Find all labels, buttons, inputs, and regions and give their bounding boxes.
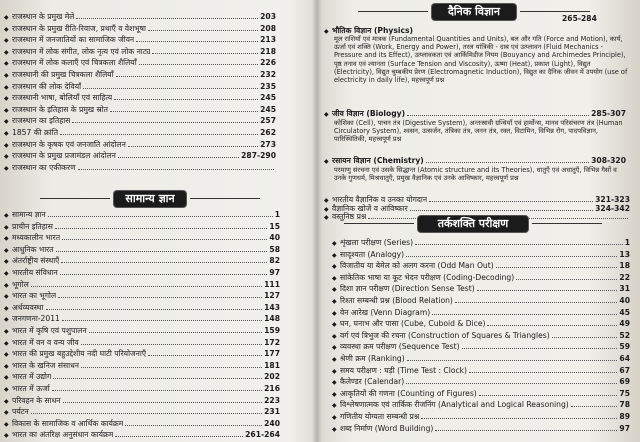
leader-dots — [429, 201, 593, 202]
toc-entry — [4, 419, 280, 430]
leader-dots — [72, 122, 258, 123]
toc-entry-label: जनगणना-2011 — [12, 314, 60, 324]
toc-entry-page: 231 — [264, 407, 280, 417]
toc-entry-page: 82 — [269, 256, 280, 266]
leader-dots — [148, 355, 262, 356]
toc-entry — [332, 261, 630, 272]
leader-dots — [81, 344, 262, 345]
bullet-icon: ◆ — [332, 414, 337, 421]
toc-entry-label: व्यवस्था क्रम परीक्षण (Sequence Test) — [340, 342, 460, 352]
leader-dots — [152, 53, 258, 54]
toc-entry-page: 58 — [269, 244, 280, 254]
physics-description: मूल राशियाँ एवं मात्रक (Fundamental Quantities and Units), बल और गति (Force and Motion), कार्य, ऊर्जा एवं शक्ति (Work, Energy and Power), तरल यांत्रिकी - दाब एवं उत्प्लावन (Fluid Mechanics - Pressure and its Effect), उत्प्लावकता एवं आर्किमिडीज नियम (Bouyancy and Archimedes Principle), पृष्ठ तनाव एवं श्यानता (Surface Tension and Viscosity), ऊष्मा (Heat), प्रकाश (Light), विद्युत (Electricity), विद्युत चुम्बकीय प्रेरण (Electromagnetic Induction), विद्युत का दैनिक जीवन में उपयोग (use of electricity in daily life), महत्त्वपूर्ण प्रश्न — [334, 35, 628, 85]
leader-dots — [78, 169, 274, 170]
toc-entry — [332, 308, 630, 319]
leader-dots — [455, 302, 618, 303]
toc-entry-label: विश्लेषणात्मक एवं तार्किक रीजनिंग (Analytical and Logical Reasoning) — [340, 400, 569, 410]
toc-entry-page: 67 — [619, 365, 630, 375]
toc-entry-label: राजस्थान की लोक देवियाँ — [12, 81, 82, 91]
toc-entry-page: 261-264 — [245, 430, 280, 440]
bullet-icon: ◆ — [4, 130, 9, 137]
bullet-icon: ◆ — [4, 25, 9, 33]
leader-dots — [487, 325, 617, 326]
biology-title-row: ◆ जीव विज्ञान (Biology) 285-307 — [324, 109, 626, 118]
leader-dots — [60, 134, 258, 135]
toc-entry-page: 202 — [264, 372, 280, 382]
toc-entry-label: घन, घनाभ और पासा (Cube, Cuboid & Dice) — [340, 319, 486, 329]
toc-entry-page: 216 — [264, 384, 280, 393]
leader-dots — [128, 146, 258, 147]
toc-entry — [332, 319, 630, 330]
toc-entry — [4, 268, 280, 279]
leader-dots — [63, 402, 263, 403]
leader-dots — [115, 436, 243, 437]
toc-entry-label: विकास के सामाजिक व आर्थिक कार्यक्रम — [12, 418, 124, 428]
bullet-icon: ◆ — [332, 251, 337, 259]
toc-entry — [332, 296, 630, 307]
toc-entry-label: वर्ग एवं त्रिभुज की रचना (Construction of Squares & Triangles) — [340, 330, 550, 340]
bullet-icon: ◆ — [4, 95, 9, 103]
toc-entry-page: 78 — [619, 400, 630, 410]
leader-dots — [462, 348, 618, 349]
leader-dots — [432, 314, 617, 315]
leader-dots — [58, 297, 262, 298]
toc-entry — [4, 93, 276, 104]
toc-entry-page: 240 — [264, 418, 280, 428]
leader-dots — [406, 256, 617, 257]
bullet-icon: ◆ — [332, 402, 337, 410]
bullet-icon: ◆ — [4, 37, 9, 45]
toc-entry — [332, 331, 630, 342]
leader-dots — [139, 64, 258, 65]
leader-dots — [48, 216, 273, 217]
toc-entry-label: राजस्थान का इतिहास — [12, 116, 71, 126]
leader-dots — [56, 251, 268, 252]
bullet-icon: ◆ — [4, 60, 9, 68]
toc-entry-label: भारत का भूगोल — [12, 291, 57, 301]
toc-entry — [332, 354, 630, 365]
leader-dots — [31, 286, 262, 287]
toc-entry-page: 223 — [264, 395, 280, 405]
toc-entry — [332, 412, 630, 423]
toc-entry — [4, 303, 280, 314]
leader-dots — [136, 41, 258, 42]
leader-dots — [421, 418, 617, 419]
toc-entry-label: मध्यकालीन भारत — [12, 233, 61, 243]
toc-entry-label: वस्तुनिष्ठ प्रश्न — [332, 212, 367, 222]
toc-entry-page: 111 — [264, 279, 280, 289]
toc-entry-page: 232 — [260, 70, 276, 79]
toc-entry-page: 75 — [619, 388, 630, 398]
toc-entry — [4, 151, 276, 162]
leader-dots — [53, 378, 262, 379]
bullet-icon: ◆ — [4, 328, 9, 335]
bullet-icon: ◆ — [332, 298, 337, 305]
leader-dots — [435, 430, 617, 431]
toc-entry-label: भारत में ऊर्जा — [12, 384, 50, 393]
bullet-icon: ◆ — [332, 240, 337, 247]
toc-entry-label: राजस्थान में लोक संगीत, लोक नृत्य एवं लोक नाट्य — [12, 46, 151, 56]
toc-entry-page: 262 — [260, 128, 276, 137]
toc-entry-label: राजस्थानी भाषा, बोलियाँ एवं साहित्य — [12, 93, 113, 103]
toc-entry-page: 49 — [619, 319, 630, 329]
toc-entry — [4, 338, 280, 349]
general-knowledge-header: सामान्य ज्ञान — [114, 191, 186, 207]
bullet-icon: ◆ — [4, 397, 9, 405]
toc-entry — [4, 361, 280, 372]
toc-entry-page: 22 — [619, 272, 630, 282]
bullet-icon: ◆ — [4, 293, 9, 301]
toc-entry-label: राजस्थान में लोक कलाएँ एवं चित्रकला शैलियाँ — [12, 58, 137, 68]
toc-entry — [4, 372, 280, 383]
leader-dots — [407, 360, 618, 361]
toc-entry-page: 89 — [619, 412, 630, 421]
toc-entry-page: 321-323 — [595, 195, 630, 204]
toc-entry — [4, 222, 280, 233]
bullet-icon: ◆ — [332, 286, 337, 294]
toc-entry-page: 69 — [619, 377, 630, 387]
toc-entry-page: 143 — [264, 302, 280, 312]
toc-entry-page: 45 — [619, 307, 630, 317]
bullet-icon: ◆ — [332, 367, 337, 375]
chemistry-page: 308-320 — [591, 156, 626, 165]
toc-entry-label: भारत का अंतरिक्ष अनुसंधान कार्यक्रम — [12, 430, 114, 440]
bullet-icon: ◆ — [332, 332, 337, 340]
leader-dots — [552, 337, 618, 338]
toc-entry-page: 15 — [269, 221, 280, 231]
leader-dots — [52, 390, 262, 391]
toc-entry-label: वैज्ञानिक खोजें व आविष्कार — [332, 203, 408, 213]
toc-entry — [4, 35, 276, 46]
toc-entry — [4, 326, 280, 337]
leader-dots — [76, 18, 258, 19]
toc-entry-label: राजस्थान के इतिहास के प्रमुख स्रोत — [12, 104, 109, 114]
leader-dots — [125, 425, 262, 426]
toc-entry — [4, 280, 280, 291]
daily-science-header: दैनिक विज्ञान — [432, 4, 516, 20]
leader-dots — [406, 383, 617, 384]
toc-entry-page: 235 — [260, 81, 276, 91]
toc-entry-label: राजस्थान के कृषक एवं जनजाति आंदोलन — [12, 139, 126, 149]
leader-dots — [83, 88, 258, 89]
toc-entry-label: राजस्थान के प्रमुख प्रजामंडल आंदोलन — [12, 151, 116, 161]
leader-dots — [31, 413, 262, 414]
toc-entry-page: 324-342 — [595, 203, 630, 213]
toc-entry — [4, 210, 280, 221]
toc-entry-label: श्रेणी क्रम (Ranking) — [340, 354, 405, 363]
toc-entry — [4, 245, 280, 256]
toc-entry-page: 1 — [274, 210, 280, 219]
leader-dots — [55, 228, 268, 229]
toc-entry-page: 203 — [260, 12, 276, 21]
bullet-icon: ◆ — [4, 420, 9, 428]
toc-entry-label: भारत में उद्योग — [12, 372, 52, 382]
toc-entry — [332, 273, 630, 284]
toc-entry — [4, 349, 280, 360]
bullet-icon: ◆ — [332, 309, 337, 317]
toc-entry-label: पर्यटन — [12, 407, 29, 417]
toc-entry — [332, 377, 630, 388]
leader-dots — [415, 244, 623, 245]
toc-entry-label: 1857 की क्रांति — [12, 128, 59, 137]
toc-entry — [332, 400, 630, 411]
leader-dots — [62, 320, 262, 321]
leader-dots — [469, 372, 617, 373]
toc-entry-label: रिश्ता सम्बन्धी प्रश्न (Blood Relation) — [340, 296, 453, 305]
toc-entry-label: प्राचीन इतिहास — [12, 221, 53, 231]
leader-dots — [479, 395, 618, 396]
toc-entry — [4, 314, 280, 325]
toc-entry — [4, 58, 276, 69]
physics-title-row: ◆ भौतिक विज्ञान (Physics) — [324, 26, 413, 35]
toc-entry-page: 287-290 — [241, 151, 276, 161]
toc-entry-label: विजातीय या बेमेल को अलग करना (Odd Man Out) — [340, 261, 494, 271]
toc-entry — [4, 82, 276, 93]
leader-dots — [571, 406, 618, 407]
bullet-icon: ◆ — [4, 118, 9, 126]
bullet-icon: ◆ — [4, 14, 9, 21]
toc-entry-page: 52 — [619, 330, 630, 340]
bullet-icon: ◆ — [4, 223, 9, 231]
toc-entry — [332, 366, 630, 377]
bullet-icon: ◆ — [4, 164, 9, 172]
leader-dots — [114, 99, 258, 100]
toc-entry-page: 97 — [269, 268, 280, 277]
leader-dots — [118, 157, 239, 158]
toc-entry-label: राजस्थान में जनजातियों का सामाजिक जीवन — [12, 35, 135, 45]
book-spine — [312, 0, 322, 442]
toc-entry-label: सांकेतिक भाषा या कूट भेदन परीक्षण (Coding-Decoding) — [340, 272, 515, 282]
toc-entry — [332, 342, 630, 353]
toc-entry-label: शब्द निर्माण (Word Building) — [340, 423, 434, 433]
toc-entry — [4, 384, 280, 395]
toc-entry — [4, 12, 276, 23]
toc-entry-page: 13 — [619, 249, 630, 259]
toc-entry-label: अंतर्राष्ट्रीय संस्थाएँ — [12, 256, 60, 266]
leader-dots — [61, 262, 267, 263]
right-page — [322, 0, 640, 442]
toc-entry-label: परिवहन के साधन — [12, 395, 61, 405]
toc-entry — [4, 396, 280, 407]
leader-dots — [116, 76, 259, 77]
toc-entry-label: अर्थव्यवस्था — [12, 302, 44, 312]
toc-entry — [4, 128, 276, 139]
toc-entry — [4, 140, 276, 151]
toc-entry-label: दिशा ज्ञान परीक्षण (Direction Sense Test) — [340, 284, 475, 294]
toc-entry-label: भारत की प्रमुख बहुउद्देशीय नदी घाटी परियोजनाएँ — [12, 349, 147, 359]
bullet-icon: ◆ — [332, 390, 337, 398]
toc-entry — [4, 47, 276, 58]
toc-entry-label: शृंखला परीक्षण (Series) — [340, 238, 414, 247]
biology-page: 285-307 — [591, 109, 626, 118]
bullet-icon: ◆ — [4, 409, 9, 417]
bullet-icon: ◆ — [332, 263, 337, 271]
toc-entry-page: 127 — [264, 291, 280, 301]
bullet-icon: ◆ — [4, 235, 9, 243]
toc-entry — [332, 284, 630, 295]
toc-entry-label: राजस्थान के प्रमुख रीति-रिवाज, प्रथाएँ व वेशभूषा — [12, 23, 146, 33]
toc-entry-label: आकृतियों की गणना (Counting of Figures) — [340, 388, 477, 398]
bullet-icon: ◆ — [4, 258, 9, 266]
bullet-icon: ◆ — [324, 214, 329, 222]
leader-dots — [62, 239, 267, 240]
bullet-icon: ◆ — [4, 141, 9, 149]
toc-entry-page: 172 — [264, 337, 280, 347]
leader-dots — [148, 30, 258, 31]
toc-entry-label: सामान्य ज्ञान — [12, 210, 46, 219]
bullet-icon: ◆ — [4, 304, 9, 312]
daily-science-page-range: 265-284 — [562, 14, 597, 23]
toc-entry-label: भारत के खनिज संसाधन — [12, 360, 79, 370]
toc-entry-page: 64 — [619, 354, 630, 363]
bullet-icon: ◆ — [4, 270, 9, 277]
toc-entry — [4, 116, 276, 127]
bullet-icon: ◆ — [324, 197, 329, 204]
chemistry-description: परमाणु संरचना एवं उसके सिद्धान्त (Atomic structure and its Theories), धातुएँ एवं अधातुएँ, विभिन्न गैसों व उनके गुणधर्म, मिश्रधातुएँ, प्रमुख वैज्ञानिक एवं उनके आविष्कार, महत्त्वपूर्ण प्रश्न — [334, 166, 617, 183]
leader-dots — [496, 267, 618, 268]
toc-entry-label: राजस्थानी की प्रमुख चित्रकला शैलियाँ — [12, 70, 114, 79]
reasoning-header: तर्कशक्ति परीक्षण — [418, 216, 528, 232]
leader-dots — [516, 279, 617, 280]
toc-entry-label: राजस्थान के प्रमुख मेले — [12, 12, 75, 21]
toc-entry — [4, 163, 276, 174]
toc-entry-page: 148 — [264, 314, 280, 324]
toc-entry-label: कैलेण्डर (Calendar) — [340, 377, 405, 387]
toc-entry — [332, 250, 630, 261]
bullet-icon: ◆ — [4, 362, 9, 370]
toc-entry-label: भूगोल — [12, 279, 29, 289]
bullet-icon: ◆ — [4, 48, 9, 56]
toc-entry-page: 177 — [264, 349, 280, 359]
leader-dots — [46, 309, 263, 310]
toc-entry — [4, 70, 276, 81]
toc-entry-page: 213 — [260, 35, 276, 45]
bullet-icon: ◆ — [4, 246, 9, 254]
toc-entry-page: 226 — [260, 58, 276, 68]
toc-entry-page: 257 — [260, 116, 276, 126]
toc-entry — [4, 430, 280, 441]
toc-entry-page: 245 — [260, 93, 276, 103]
toc-entry-label: भारत में कृषि एवं पशुपालन — [12, 326, 87, 335]
leader-dots — [89, 332, 262, 333]
bullet-icon: ◆ — [4, 316, 9, 324]
bullet-icon: ◆ — [4, 281, 9, 289]
toc-entry-page: 159 — [264, 326, 280, 335]
bullet-icon: ◆ — [332, 321, 337, 329]
leader-dots — [477, 290, 618, 291]
physics-title: भौतिक विज्ञान (Physics) — [332, 26, 413, 35]
bullet-icon: ◆ — [332, 274, 337, 282]
toc-entry — [332, 389, 630, 400]
toc-entry-label: सादृश्यता (Analogy) — [340, 249, 405, 259]
toc-entry-page: 97 — [619, 423, 630, 433]
leader-dots — [110, 111, 258, 112]
left-page — [0, 0, 312, 442]
toc-entry — [4, 256, 280, 267]
toc-entry-page: 273 — [260, 139, 276, 149]
toc-entry — [332, 238, 630, 249]
bullet-icon: ◆ — [4, 351, 9, 359]
bullet-icon: ◆ — [332, 356, 337, 363]
toc-entry-label: राजस्थान का एकीकरण — [12, 162, 76, 172]
toc-entry-page: 181 — [264, 360, 280, 370]
chemistry-title-row: ◆ रसायन विज्ञान (Chemistry) 308-320 — [324, 156, 626, 165]
toc-entry-page: 1 — [624, 238, 630, 247]
leader-dots — [410, 210, 593, 211]
toc-entry — [4, 105, 276, 116]
bullet-icon: ◆ — [4, 106, 9, 114]
bullet-icon: ◆ — [324, 205, 329, 213]
toc-entry-page: 40 — [269, 233, 280, 243]
bullet-icon: ◆ — [4, 374, 9, 382]
toc-entry-page: 245 — [260, 104, 276, 114]
toc-entry-label: समय परीक्षण : घड़ी (Time Test : Clock) — [340, 365, 468, 375]
bullet-icon: ◆ — [4, 212, 9, 219]
toc-entry-page: 208 — [260, 23, 276, 33]
bullet-icon: ◆ — [332, 344, 337, 352]
bullet-icon: ◆ — [4, 386, 9, 393]
toc-entry — [4, 291, 280, 302]
toc-entry-page: 218 — [260, 46, 276, 56]
chemistry-title: रसायन विज्ञान (Chemistry) — [332, 156, 424, 165]
toc-entry-label: वेन आरेख (Venn Diagram) — [340, 307, 431, 317]
bullet-icon: ◆ — [4, 339, 9, 347]
toc-entry-label: भारतीय वैज्ञानिक व उनका योगदान — [332, 195, 428, 204]
toc-entry-page: 18 — [619, 261, 630, 271]
bullet-icon: ◆ — [4, 83, 9, 91]
toc-entry-page: 40 — [619, 296, 630, 305]
bullet-icon: ◆ — [332, 425, 337, 433]
leader-dots — [60, 274, 268, 275]
leader-dots — [81, 367, 262, 368]
toc-entry-label: गणितीय योग्यता सम्बन्धी प्रश्न — [340, 412, 420, 421]
toc-entry — [4, 24, 276, 35]
toc-entry-page: 59 — [619, 342, 630, 352]
bullet-icon: ◆ — [4, 72, 9, 79]
bullet-icon: ◆ — [332, 379, 337, 387]
toc-entry-label: भारत में वन व वन्य जीव — [12, 337, 79, 347]
bullet-icon: ◆ — [4, 432, 9, 440]
bullet-icon: ◆ — [4, 153, 9, 161]
biology-description: कोशिका (Cell), पाचन तंत्र (Digestive System), अन्तःस्रावी ग्रन्थियाँ एवं हार्मोन्स, मानव परिसंचरण तंत्र (Human Circulatory System), श्वसन, उत्सर्जन, तंत्रिका तंत्र, जनन तंत्र, रक्त, विटामिन, विभिन्न रोग, पादपविज्ञान, पारिस्थितिकी, महत्त्वपूर्ण प्रश्न — [334, 119, 623, 144]
toc-entry — [4, 407, 280, 418]
toc-entry-label: भारतीय संविधान — [12, 268, 58, 277]
biology-title: जीव विज्ञान (Biology) — [332, 109, 406, 118]
toc-entry — [4, 233, 280, 244]
toc-entry-label: आधुनिक भारत — [12, 244, 54, 254]
toc-entry — [332, 424, 630, 435]
toc-entry-page: 31 — [619, 284, 630, 294]
